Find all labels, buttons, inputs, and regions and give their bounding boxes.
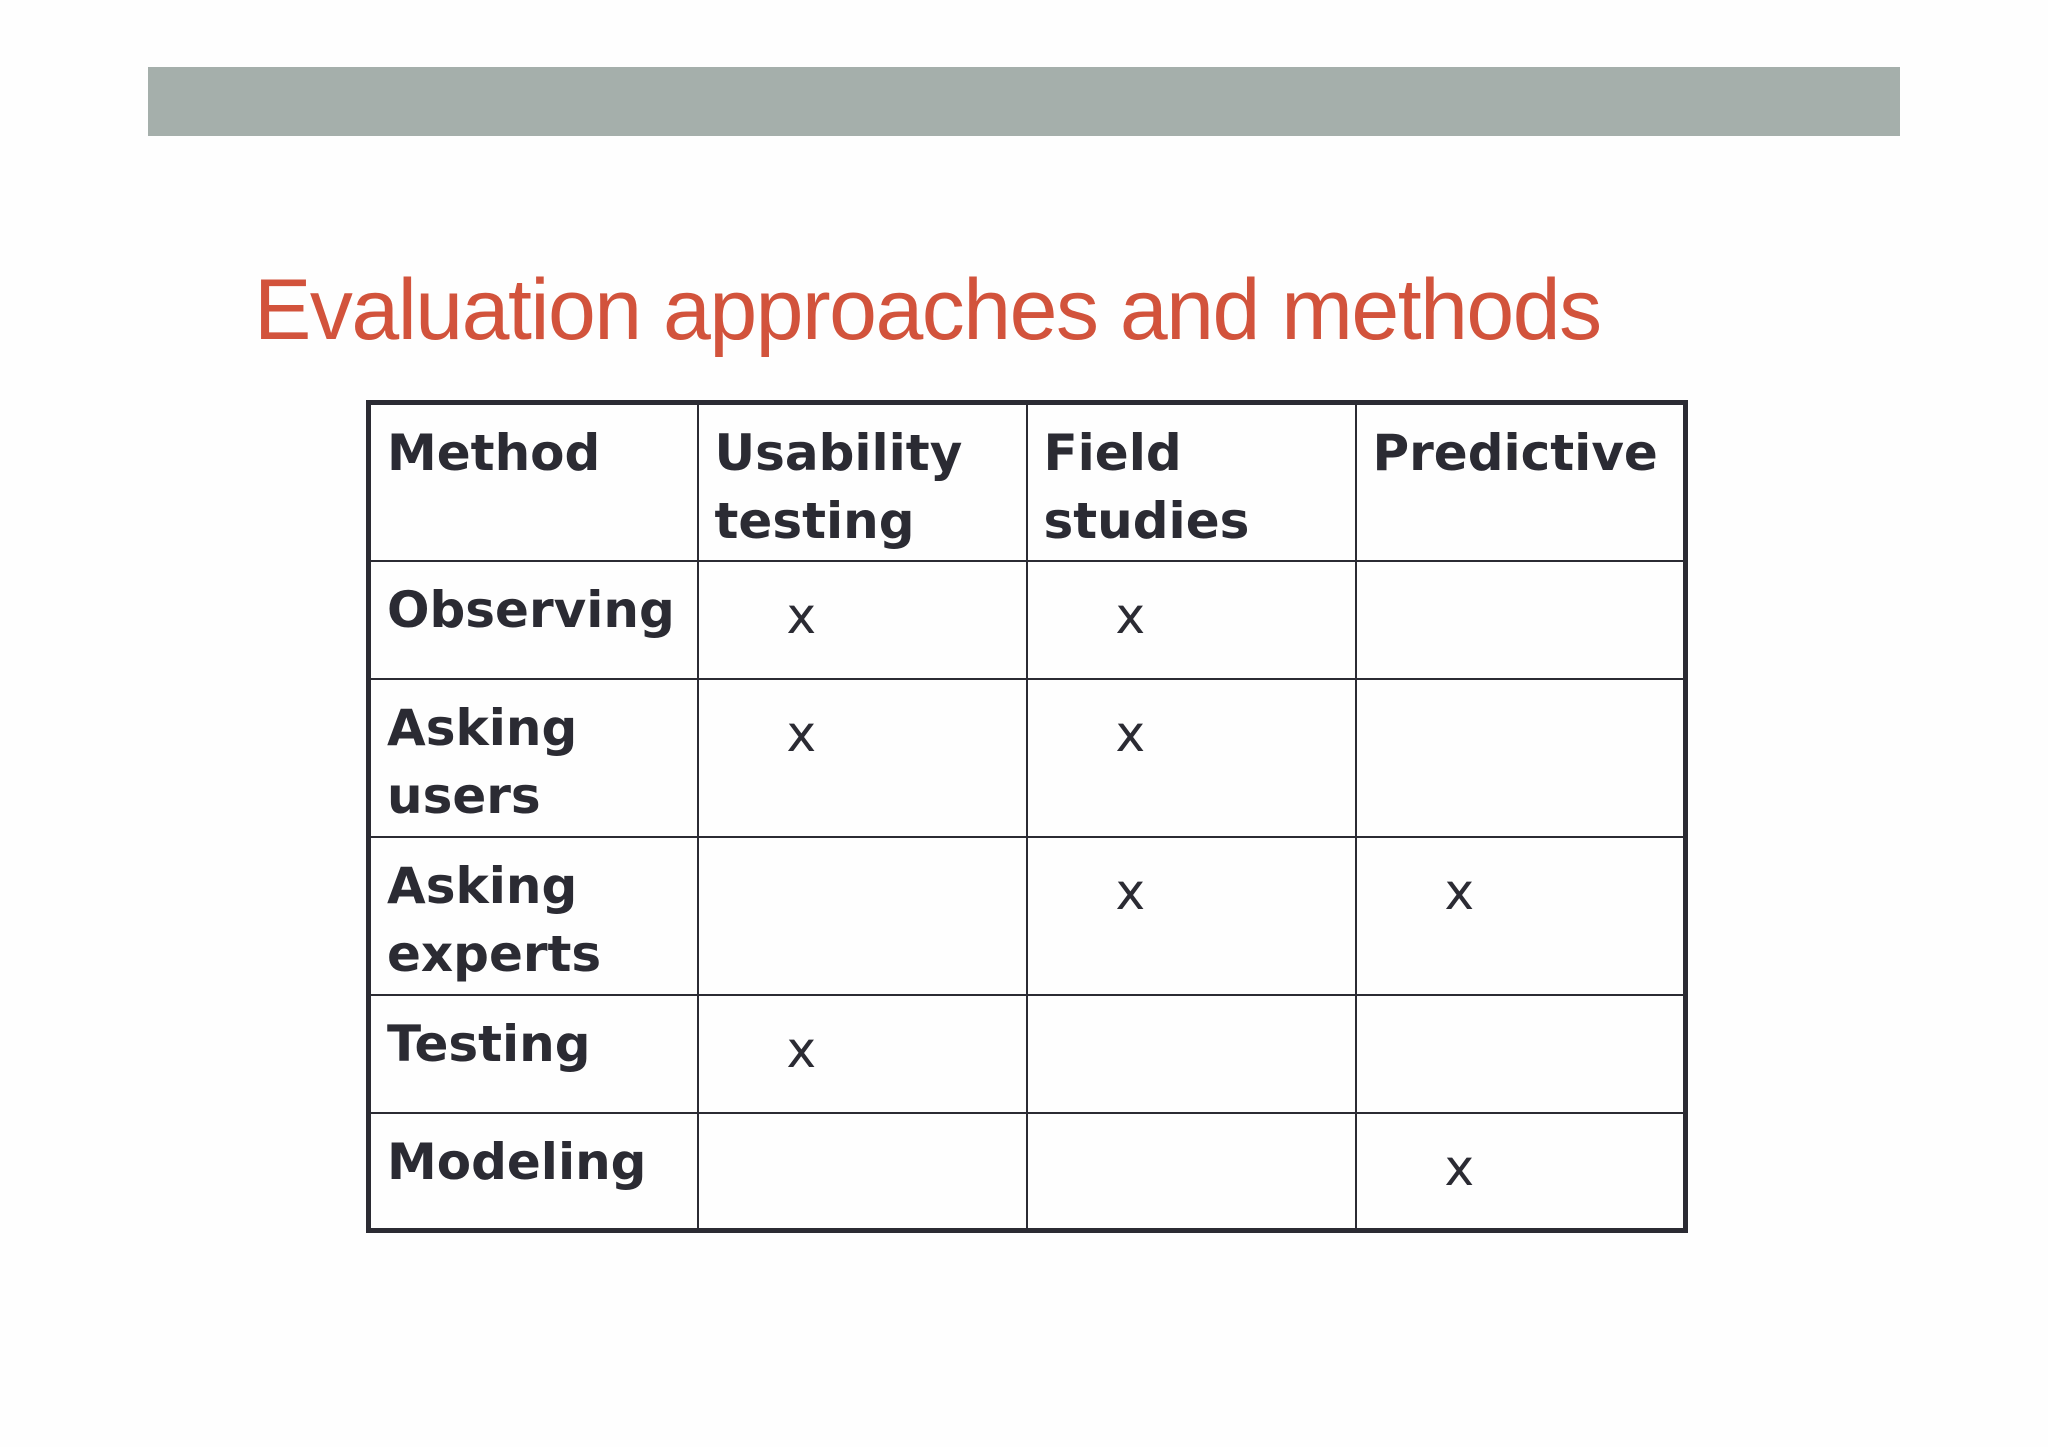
- table-row-observing: [369, 561, 1686, 679]
- header-field-studies: Field studies: [1027, 403, 1356, 561]
- cell: [698, 679, 1027, 837]
- row-label-modeling: Modeling: [369, 1113, 698, 1231]
- slide-title: Evaluation approaches and methods: [254, 262, 1601, 358]
- header-predictive: Predictive: [1356, 403, 1686, 561]
- row-label-testing: Testing: [369, 995, 698, 1113]
- check-mark: x: [786, 1020, 817, 1079]
- cell: [1356, 837, 1686, 995]
- cell: [1027, 679, 1356, 837]
- cell: [698, 995, 1027, 1113]
- check-mark: [1044, 1173, 1116, 1179]
- cell: [1027, 561, 1356, 679]
- check-mark: [715, 897, 787, 903]
- table-row-testing: [369, 995, 1686, 1113]
- table-row-asking-experts: [369, 837, 1686, 995]
- cell: [1356, 561, 1686, 679]
- cell: [1027, 837, 1356, 995]
- check-mark: [1044, 1055, 1116, 1061]
- header-bar: [148, 67, 1900, 136]
- check-mark: x: [786, 586, 817, 645]
- cell: [698, 837, 1027, 995]
- row-label-asking-experts: Asking experts: [369, 837, 698, 995]
- cell: [1027, 1113, 1356, 1231]
- table-row-asking-users: [369, 679, 1686, 837]
- cell: [1356, 995, 1686, 1113]
- cell: [698, 1113, 1027, 1231]
- check-mark: [715, 1173, 787, 1179]
- check-mark: x: [786, 704, 817, 763]
- header-method: Method: [369, 403, 698, 561]
- check-mark: x: [1115, 586, 1146, 645]
- cell: [1356, 679, 1686, 837]
- check-mark: x: [1444, 1138, 1475, 1197]
- cell: [1027, 995, 1356, 1113]
- cell: [1356, 1113, 1686, 1231]
- row-label-asking-users: Asking users: [369, 679, 698, 837]
- check-mark: [1373, 621, 1445, 627]
- table-header-row: [369, 403, 1686, 561]
- header-usability-testing: Usability testing: [698, 403, 1027, 561]
- check-mark: x: [1444, 862, 1475, 921]
- methods-table: [366, 400, 1688, 1233]
- row-label-observing: Observing: [369, 561, 698, 679]
- check-mark: [1373, 1055, 1445, 1061]
- check-mark: x: [1115, 704, 1146, 763]
- check-mark: [1373, 739, 1445, 745]
- table-row-modeling: [369, 1113, 1686, 1231]
- cell: [698, 561, 1027, 679]
- check-mark: x: [1115, 862, 1146, 921]
